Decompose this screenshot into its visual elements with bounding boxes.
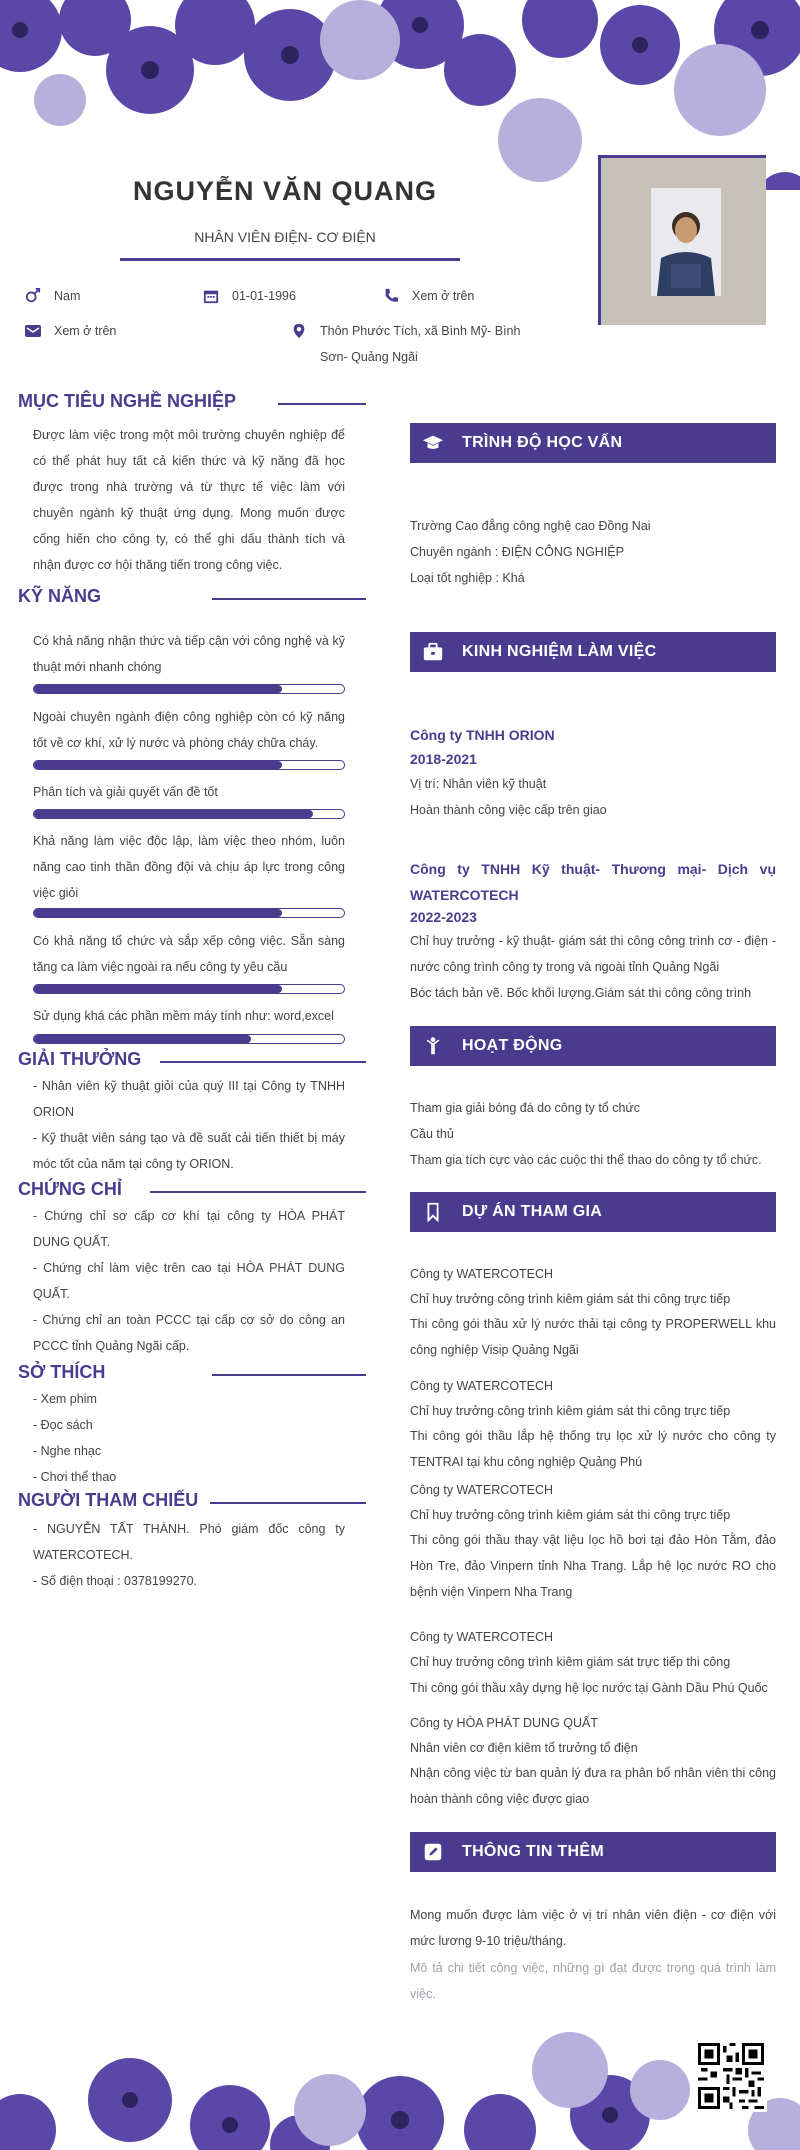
skills-divider bbox=[212, 598, 366, 600]
extra-info-title: THÔNG TIN THÊM bbox=[462, 1843, 604, 1860]
certificate-item-2: - Chứng chỉ làm việc trên cao tại HÒA PHÁT DUNG QUẤT. bbox=[33, 1261, 345, 1301]
hobby-item-1: - Xem phim bbox=[33, 1392, 97, 1406]
certificates-divider bbox=[150, 1191, 366, 1193]
skill-item-4: Khả năng làm việc độc lập, làm việc theo nhóm, luôn năng cao tinh thần đồng đội và chịu áp lực trong công việc giỏi bbox=[33, 834, 345, 900]
project-2-desc: Thi công gói thầu lắp hệ thống trụ lọc xử lý nước cho công ty TENTRAI tại khu công nghiệp Quảng Phú bbox=[410, 1429, 776, 1469]
job-1-period: 2018-2021 bbox=[410, 751, 477, 767]
phone-icon bbox=[382, 288, 400, 304]
skill-bar-3 bbox=[33, 809, 345, 819]
floral-footer-decoration bbox=[0, 2030, 800, 2150]
extra-info-placeholder: Mô tả chi tiết công việc, những gì đạt được trong quá trình làm việc. bbox=[410, 1961, 776, 2001]
education-major: Chuyên ngành : ĐIỆN CÔNG NGHIỆP bbox=[410, 545, 624, 559]
job-1-company: Công ty TNHH ORION bbox=[410, 727, 555, 743]
awards-title: GIẢI THƯỞNG bbox=[18, 1049, 142, 1069]
education-grade: Loại tốt nghiệp : Khá bbox=[410, 571, 525, 585]
phone-value: Xem ở trên bbox=[412, 289, 475, 303]
calendar-icon bbox=[202, 288, 220, 304]
education-school: Trường Cao đẳng công nghệ cao Đồng Nai bbox=[410, 519, 651, 533]
project-5-role: Nhân viên cơ điện kiêm tổ trưởng tổ điện bbox=[410, 1741, 638, 1755]
reference-item-2: - Số điện thoại : 0378199270. bbox=[33, 1574, 198, 1588]
project-1-role: Chỉ huy trưởng công trình kiêm giám sát thi công trực tiếp bbox=[410, 1292, 731, 1306]
activities-header bbox=[410, 1026, 776, 1066]
project-3-desc: Thi công gói thầu thay vật liệu lọc hồ bơi tại đảo Hòn Tằm, đảo Hòn Tre, đảo Vinpern tỉnh Nha Trang. Lắp hệ lọc nước RO cho bệnh viện Vinpern Nha Trang bbox=[410, 1533, 776, 1599]
job-2-company: Công ty TNHH Kỹ thuật- Thương mại- Dịch vụ WATERCOTECH bbox=[410, 861, 776, 903]
activity-line-2: Cầu thủ bbox=[410, 1127, 454, 1141]
skill-item-1: Có khả năng nhận thức và tiếp cận với công nghệ và kỹ thuật mới nhanh chóng bbox=[33, 634, 345, 674]
skill-bar-fill bbox=[34, 909, 282, 917]
project-4-company: Công ty WATERCOTECH bbox=[410, 1630, 554, 1644]
skill-item-6: Sử dụng khá các phần mềm máy tính như: word,excel bbox=[33, 1009, 334, 1023]
project-5-company: Công ty HÒA PHÁT DUNG QUẤT bbox=[410, 1716, 599, 1730]
skill-bar-1 bbox=[33, 684, 345, 694]
gender-icon bbox=[24, 288, 42, 304]
project-5-desc: Nhận công việc từ ban quản lý đưa ra phân bổ nhân viên thi công hoàn thành công việc được giao bbox=[410, 1766, 776, 1806]
awards-divider bbox=[160, 1061, 366, 1063]
projects-title: DỰ ÁN THAM GIA bbox=[462, 1203, 603, 1220]
skill-bar-fill bbox=[34, 810, 313, 818]
skills-title: KỸ NĂNG bbox=[18, 586, 102, 606]
certificates-title: CHỨNG CHỈ bbox=[18, 1179, 122, 1199]
project-1-company: Công ty WATERCOTECH bbox=[410, 1267, 554, 1281]
activity-line-3: Tham gia tích cực vào các cuộc thi thể thao do công ty tổ chức. bbox=[410, 1153, 762, 1167]
job-1-line-1: Vị trí: Nhân viên kỹ thuật bbox=[410, 777, 547, 791]
objective-divider bbox=[278, 403, 366, 405]
references-divider bbox=[210, 1502, 366, 1504]
project-4-desc: Thi công gói thầu xây dựng hệ lọc nước tại Gành Dầu Phú Quốc bbox=[410, 1681, 768, 1695]
qr-code bbox=[695, 2040, 767, 2112]
hobbies-title: SỞ THÍCH bbox=[18, 1362, 106, 1382]
award-item-1: - Nhân viên kỹ thuật giỏi của quý III tại Công ty TNHH ORION bbox=[33, 1079, 345, 1119]
gender-value: Nam bbox=[54, 289, 81, 303]
skill-item-3: Phân tích và giải quyết vấn đề tốt bbox=[33, 785, 218, 799]
education-header bbox=[410, 423, 776, 463]
reference-item-1: - NGUYỄN TẤT THÀNH. Phó giám đốc công ty WATERCOTECH. bbox=[33, 1522, 345, 1562]
candidate-name: NGUYỄN VĂN QUANG bbox=[132, 176, 438, 206]
extra-info-header bbox=[410, 1832, 776, 1872]
skill-bar-fill bbox=[34, 985, 282, 993]
location-pin-icon bbox=[290, 323, 308, 339]
candidate-job-title: NHÂN VIÊN ĐIỆN- CƠ ĐIỆN bbox=[194, 229, 376, 245]
activities-title: HOẠT ĐỘNG bbox=[462, 1037, 563, 1054]
project-2-role: Chỉ huy trưởng công trình kiêm giám sát thi công trực tiếp bbox=[410, 1404, 731, 1418]
address-value: Thôn Phước Tích, xã Bình Mỹ- Bình Sơn- Quảng Ngãi bbox=[320, 324, 521, 364]
job-1-line-2: Hoàn thành công việc cấp trên giao bbox=[410, 803, 607, 817]
skill-item-5: Có khả năng tổ chức và sắp xếp công việc. Sẵn sàng tăng ca làm việc ngoài ra nếu công ty yêu cầu bbox=[33, 934, 345, 974]
hobby-item-3: - Nghe nhạc bbox=[33, 1444, 102, 1458]
skill-bar-fill bbox=[34, 1035, 251, 1043]
skill-bar-fill bbox=[34, 685, 282, 693]
birthday-value: 01-01-1996 bbox=[232, 289, 296, 303]
skill-bar-fill bbox=[34, 761, 282, 769]
profile-photo bbox=[598, 155, 766, 325]
references-title: NGƯỜI THAM CHIẾU bbox=[18, 1490, 199, 1510]
certificate-item-3: - Chứng chỉ an toàn PCCC tại cấp cơ sở do công an PCCC tỉnh Quảng Ngãi cấp. bbox=[33, 1313, 345, 1353]
extra-info-text: Mong muốn được làm việc ở vị trí nhân viên điện - cơ điện với mức lương 9-10 triệu/tháng. bbox=[410, 1908, 776, 1948]
projects-header bbox=[410, 1192, 776, 1232]
edit-icon bbox=[422, 1842, 444, 1862]
project-2-company: Công ty WATERCOTECH bbox=[410, 1379, 554, 1393]
skill-item-2: Ngoài chuyên ngành điện công nghiệp còn có kỹ năng tốt về cơ khí, xử lý nước và phòng cháy chữa cháy. bbox=[33, 710, 345, 750]
skill-bar-6 bbox=[33, 1034, 345, 1044]
person-icon bbox=[422, 1036, 444, 1056]
hobbies-divider bbox=[212, 1374, 366, 1376]
education-title: TRÌNH ĐỘ HỌC VẤN bbox=[462, 434, 623, 451]
hobby-item-4: - Chơi thể thao bbox=[33, 1470, 117, 1484]
skill-bar-5 bbox=[33, 984, 345, 994]
job-2-period: 2022-2023 bbox=[410, 909, 477, 925]
award-item-2: - Kỹ thuật viên sáng tạo và đề suất cải tiến thiết bị máy móc tốt của năm tại công ty ORION. bbox=[33, 1131, 345, 1171]
title-divider bbox=[120, 258, 460, 261]
project-4-role: Chỉ huy trưởng công trình kiêm giám sát trực tiếp thi công bbox=[410, 1655, 731, 1669]
project-1-desc: Thi công gói thầu xử lý nước thải tại công ty PROPERWELL khu công nghiệp Visip Quảng Ngãi bbox=[410, 1317, 776, 1357]
activity-line-1: Tham gia giải bóng đá do công ty tổ chức bbox=[410, 1101, 641, 1115]
project-3-company: Công ty WATERCOTECH bbox=[410, 1483, 554, 1497]
email-value: Xem ở trên bbox=[54, 324, 117, 338]
hobby-item-2: - Đọc sách bbox=[33, 1418, 93, 1432]
certificate-item-1: - Chứng chỉ sơ cấp cơ khí tại công ty HÒA PHÁT DUNG QUẤT. bbox=[33, 1209, 345, 1249]
job-2-line-1: Chỉ huy trưởng - kỹ thuật- giám sát thi công công trình cơ - điện - nước công trình công ty trong và ngoài tỉnh Quảng Ngãi bbox=[410, 934, 776, 974]
project-3-role: Chỉ huy trưởng công trình kiêm giám sát thi công trực tiếp bbox=[410, 1508, 731, 1522]
graduation-cap-icon bbox=[422, 433, 444, 453]
bookmark-icon bbox=[422, 1202, 444, 1222]
objective-text: Được làm việc trong một môi trường chuyên nghiệp để có thể phát huy tất cả kiến thức và kỹ năng đã học được trong nhà trường và từ thực tế việc làm với chuyên ngành kỹ thuật ứng dụng. Mong muốn được cống hiến cho công ty, có thể ghi dấu thành tích và nhận được cơ hội thăng tiến trong công việc. bbox=[33, 428, 345, 572]
portrait-image bbox=[651, 188, 721, 296]
job-2-line-2: Bóc tách bản vẽ. Bốc khối lượng.Giám sát thi công công trình bbox=[410, 986, 752, 1000]
experience-header bbox=[410, 632, 776, 672]
skill-bar-4 bbox=[33, 908, 345, 918]
experience-title: KINH NGHIỆM LÀM VIỆC bbox=[462, 643, 657, 660]
skill-bar-2 bbox=[33, 760, 345, 770]
objective-title: MỤC TIÊU NGHỀ NGHIỆP bbox=[18, 391, 237, 411]
briefcase-icon bbox=[422, 642, 444, 662]
envelope-icon bbox=[24, 323, 42, 339]
